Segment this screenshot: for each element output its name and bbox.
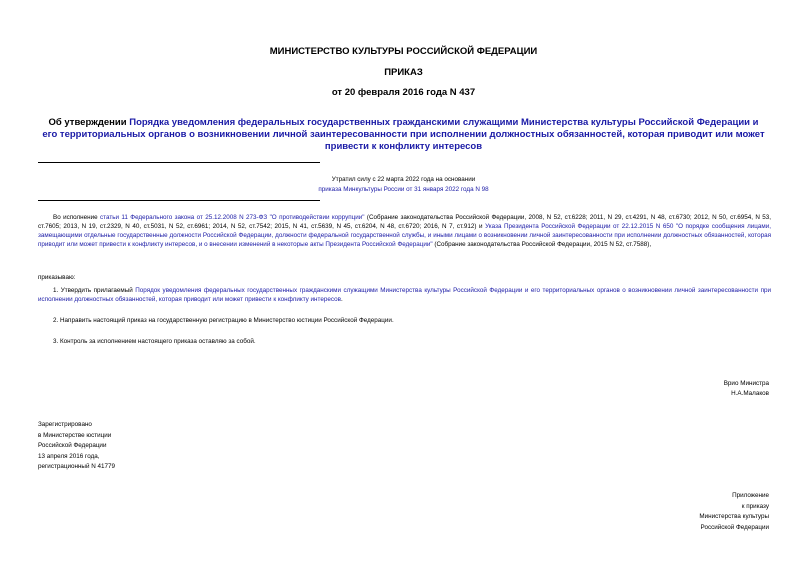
registration-line: 13 апреля 2016 года, [38, 452, 100, 460]
signature-position: Врио Министра [723, 380, 769, 387]
item-3: 3. Контроль за исполнением настоящего приказа оставляю за собой. [53, 338, 256, 345]
registration-line: регистрационный N 41779 [38, 463, 116, 470]
status-text: Утратил силу с 22 марта 2022 года на основании [331, 176, 476, 183]
item-1 [38, 286, 771, 304]
procedure-link[interactable]: Порядок уведомления федеральных государственных гражданскими служащими Министерства культуры Российской Федерации и его территориальных органов о возникновении личной заинтересованности при исполнении должностных обязанностей, которая приводит или может привести к конфликту интересов [38, 287, 771, 303]
item-1-suffix: . [340, 296, 343, 303]
appendix-block [699, 491, 769, 533]
registration-block [38, 420, 115, 473]
item-2: 2. Направить настоящий приказ на государственную регистрацию в Министерство юстиции Российской Федерации. [53, 317, 394, 324]
divider-top [38, 162, 320, 163]
appendix-line: Российской Федерации [700, 523, 769, 531]
title-prefix: Об утверждении [48, 117, 130, 128]
preamble-paragraph [38, 213, 771, 249]
status-block [0, 175, 807, 195]
prikazyvayu-text: приказываю: [38, 274, 76, 281]
preamble-text-1: Во исполнение [53, 214, 101, 221]
title-link[interactable]: Порядка уведомления федеральных государственных гражданскими служащими Министерства культуры Российской Федерации и его территориальных органов о возникновении личной заинтересованности при исполнении должностных обязанностей, которая приводит или может привести к конфликту интересов [42, 117, 765, 152]
document-title [40, 117, 767, 153]
divider-bottom [38, 200, 320, 201]
registration-line: в Министерстве юстиции [38, 431, 112, 439]
preamble-text-2: (Собрание законодательства Российской Федерации, 2008, N 52, ст.6228; 2011, N 29, ст.4291, N 48, ст.6730; 2012, N 50, ст.6954, N 53, ст.7605; 2013, N 19, ст.2329, N 40, ст.5031, N 52, ст.6961; 2014, N 52, ст.7542; 2015, N 41, ст.5639, N 45, ст.6204, N 48, ст.6720; 2016, N 7, ст.912) и [38, 214, 771, 230]
ministry-heading: МИНИСТЕРСТВО КУЛЬТУРЫ РОССИЙСКОЙ ФЕДЕРАЦИИ [269, 46, 538, 57]
preamble-text-3: (Собрание законодательства Российской Федерации, 2015 N 52, ст.7588), [432, 241, 652, 248]
doc-date-number: от 20 февраля 2016 года N 437 [331, 87, 476, 98]
status-link[interactable]: приказа Минкультуры России от 31 января 2022 года N 98 [318, 186, 489, 193]
registration-line: Зарегистрировано [38, 421, 92, 428]
doc-type-heading: ПРИКАЗ [384, 67, 423, 78]
appendix-line: Министерства культуры [699, 513, 769, 520]
signature-name: Н.А.Малаков [731, 390, 769, 397]
decree-link[interactable]: Указа Президента Российской Федерации от 22.12.2015 N 650 "О порядке сообщения лицами, замещающими отдельные государственные должности Российской Федерации, должности федеральной государственной службы, и иными лицами о возникновении личной заинтересованности при исполнении должностных обязанностей, которая приводит или может привести к конфликту интересов, и о внесении изменений в некоторые акты Президента Российской Федерации" [38, 223, 771, 248]
item-1-prefix: 1. Утвердить прилагаемый [53, 287, 136, 294]
appendix-line: к приказу [741, 502, 769, 510]
law-link[interactable]: статьи 11 Федерального закона от 25.12.2008 N 273-ФЗ "О противодействии коррупции" [100, 214, 365, 221]
registration-line: Российской Федерации [38, 442, 107, 449]
signature-block [724, 379, 769, 399]
appendix-line: Приложение [732, 492, 769, 499]
